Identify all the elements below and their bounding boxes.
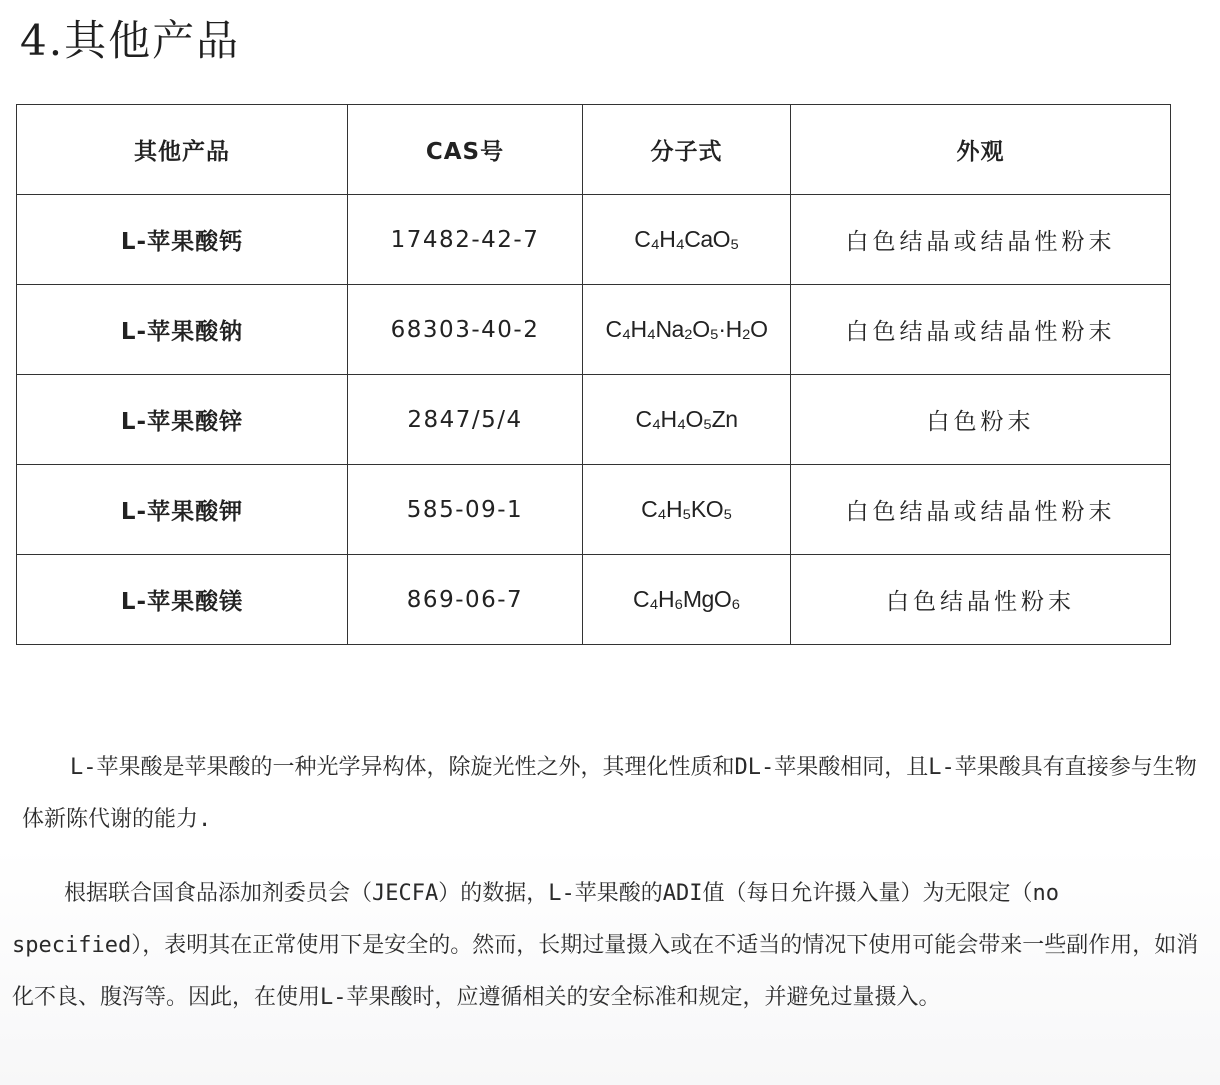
products-table — [16, 104, 1171, 645]
molecular-formula: C₄H₅KO₅ — [583, 465, 791, 555]
table-row — [17, 285, 1171, 375]
appearance: 白色粉末 — [791, 375, 1171, 465]
table-row — [17, 465, 1171, 555]
molecular-formula: C₄H₆MgO₆ — [583, 555, 791, 645]
header-formula: 分子式 — [583, 105, 791, 195]
table-row — [17, 375, 1171, 465]
cas-number: 68303-40-2 — [348, 285, 583, 375]
product-name: L-苹果酸钾 — [17, 465, 348, 555]
header-product: 其他产品 — [17, 105, 348, 195]
cas-number: 2847/5/4 — [348, 375, 583, 465]
appearance: 白色结晶或结晶性粉末 — [791, 285, 1171, 375]
molecular-formula: C₄H₄O₅Zn — [583, 375, 791, 465]
description-paragraph: L-苹果酸是苹果酸的一种光学异构体，除旋光性之外，其理化性质和DL-苹果酸相同，且L-苹果酸具有直接参与生物体新陈代谢的能力. — [22, 755, 1197, 832]
product-name: L-苹果酸钙 — [17, 195, 348, 285]
table-row — [17, 195, 1171, 285]
appearance: 白色结晶或结晶性粉末 — [791, 195, 1171, 285]
product-name: L-苹果酸镁 — [17, 555, 348, 645]
molecular-formula: C₄H₄Na₂O₅·H₂O — [583, 285, 791, 375]
cas-number: 585-09-1 — [348, 465, 583, 555]
cas-number: 17482-42-7 — [348, 195, 583, 285]
header-cas: CAS号 — [348, 105, 583, 195]
appearance: 白色结晶性粉末 — [791, 555, 1171, 645]
product-name: L-苹果酸钠 — [17, 285, 348, 375]
table-header-row — [17, 105, 1171, 195]
product-name: L-苹果酸锌 — [17, 375, 348, 465]
molecular-formula: C₄H₄CaO₅ — [583, 195, 791, 285]
safety-paragraph: 根据联合国食品添加剂委员会（JECFA）的数据，L-苹果酸的ADI值（每日允许摄入量）为无限定（no specified），表明其在正常使用下是安全的。然而，长期过量摄入或在不适当的情况下使用可能会带来一些副作用，如消化不良、腹泻等。因此，在使用L-苹果酸时，应遵循相关的安全标准和规定，并避免过量摄入。 — [12, 881, 1199, 1010]
header-appearance: 外观 — [791, 105, 1171, 195]
section-heading: 4.其他产品 — [20, 16, 241, 65]
cas-number: 869-06-7 — [348, 555, 583, 645]
appearance: 白色结晶或结晶性粉末 — [791, 465, 1171, 555]
table-row — [17, 555, 1171, 645]
